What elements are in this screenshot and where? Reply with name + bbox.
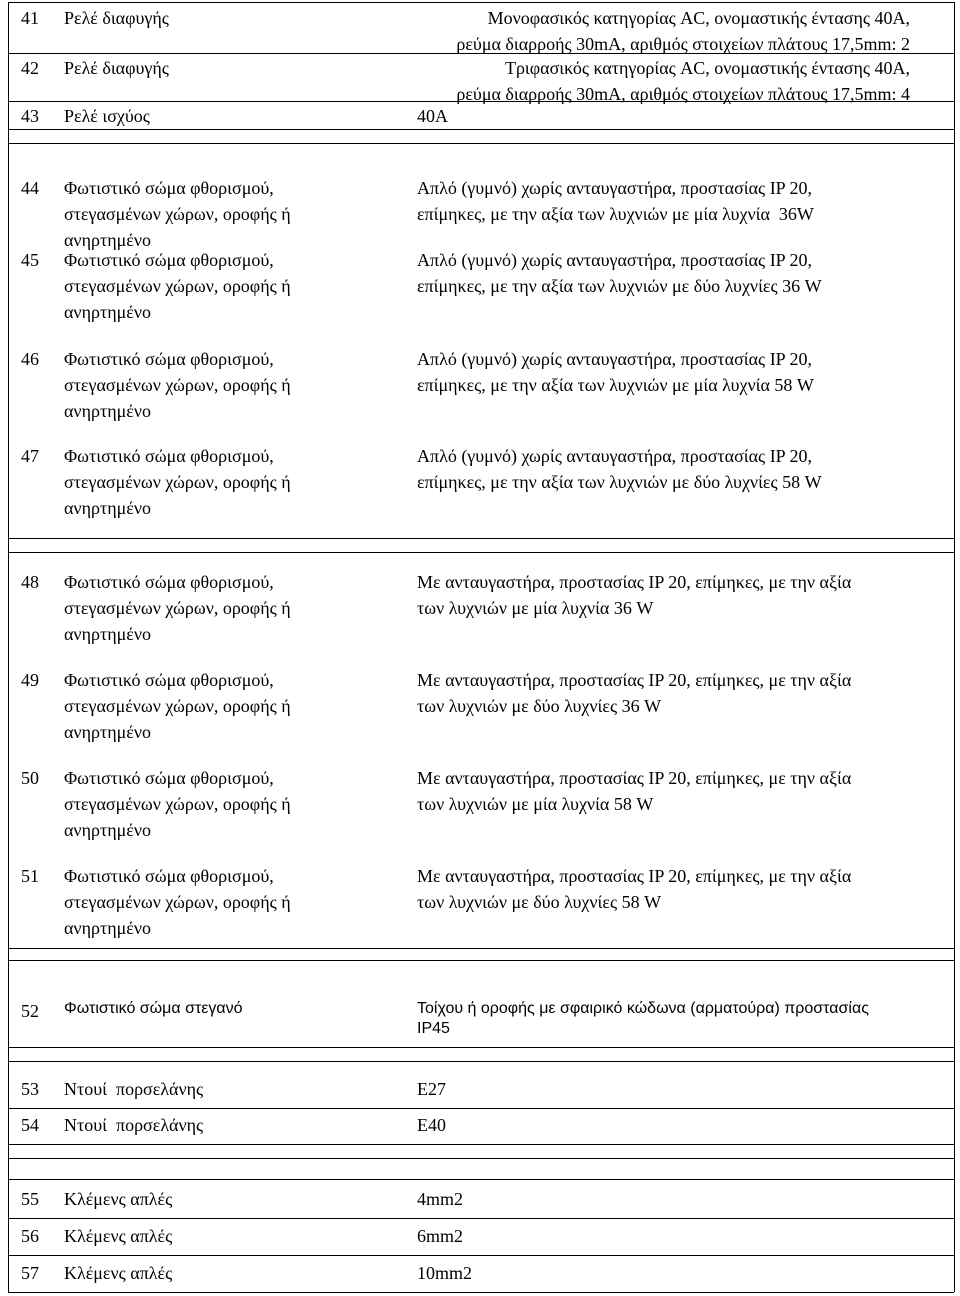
row-number: 43 xyxy=(21,106,39,126)
item-description: Με ανταυγαστήρα, προστασίας IP 20, επίμηκες, με την αξία των λυχνιών με δύο λυχνίες 58 W xyxy=(417,866,852,912)
table-border-bottom xyxy=(8,1292,954,1293)
item-name: Φωτιστικό σώμα φθορισμού, στεγασμένων χώρων, οροφής ή ανηρτημένο xyxy=(64,178,291,250)
row-divider xyxy=(8,948,954,949)
row-divider xyxy=(8,538,954,539)
item-description: Με ανταυγαστήρα, προστασίας IP 20, επίμηκες, με την αξία των λυχνιών με δύο λυχνίες 36 W xyxy=(417,670,852,716)
item-name: Κλέμενς απλές xyxy=(64,1226,173,1246)
item-description: Απλό (γυμνό) χωρίς ανταυγαστήρα, προστασίας IP 20, επίμηκες, με την αξία των λυχνιών με μία λυχνία 36W xyxy=(417,178,814,224)
item-description: Με ανταυγαστήρα, προστασίας IP 20, επίμηκες, με την αξία των λυχνιών με μία λυχνία 58 W xyxy=(417,768,852,814)
row-number: 42 xyxy=(21,58,39,78)
item-description: Ε40 xyxy=(417,1115,446,1135)
row-number: 49 xyxy=(21,670,39,690)
item-name: Φωτιστικό σώμα στεγανό xyxy=(64,1000,243,1017)
item-description: 40Α xyxy=(417,106,448,126)
table-border-right xyxy=(954,2,955,1292)
item-name: Φωτιστικό σώμα φθορισμού, στεγασμένων χώρων, οροφής ή ανηρτημένο xyxy=(64,250,291,322)
item-name: Φωτιστικό σώμα φθορισμού, στεγασμένων χώρων, οροφής ή ανηρτημένο xyxy=(64,866,291,938)
item-name: Ντουί πορσελάνης xyxy=(64,1079,204,1099)
item-description: 6mm2 xyxy=(417,1226,464,1246)
item-description: Απλό (γυμνό) χωρίς ανταυγαστήρα, προστασίας IP 20, επίμηκες, με την αξία των λυχνιών με δύο λυχνίες 58 W xyxy=(417,446,822,492)
item-name: Ντουί πορσελάνης xyxy=(64,1115,204,1135)
row-divider xyxy=(8,143,954,144)
item-description: 4mm2 xyxy=(417,1189,464,1209)
row-number: 47 xyxy=(21,446,39,466)
item-name: Φωτιστικό σώμα φθορισμού, στεγασμένων χώρων, οροφής ή ανηρτημένο xyxy=(64,446,291,518)
item-name: Φωτιστικό σώμα φθορισμού, στεγασμένων χώρων, οροφής ή ανηρτημένο xyxy=(64,349,291,421)
item-name: Φωτιστικό σώμα φθορισμού, στεγασμένων χώρων, οροφής ή ανηρτημένο xyxy=(64,670,291,742)
row-number: 51 xyxy=(21,866,39,886)
item-name: Κλέμενς απλές xyxy=(64,1189,173,1209)
row-divider xyxy=(8,1061,954,1062)
item-description: 10mm2 xyxy=(417,1263,473,1283)
row-number: 44 xyxy=(21,178,39,198)
row-divider xyxy=(8,1179,954,1180)
item-name: Φωτιστικό σώμα φθορισμού, στεγασμένων χώρων, οροφής ή ανηρτημένο xyxy=(64,572,291,644)
item-description: Μονοφασικός κατηγορίας AC, ονομαστικής έντασης 40Α, ρεύμα διαρροής 30mA, αριθμός στοιχείων πλάτους 17,5mm: 2 xyxy=(456,8,910,54)
row-number: 45 xyxy=(21,250,39,270)
row-divider xyxy=(8,1144,954,1145)
item-name: Φωτιστικό σώμα φθορισμού, στεγασμένων χώρων, οροφής ή ανηρτημένο xyxy=(64,768,291,840)
row-divider xyxy=(8,552,954,553)
row-number: 52 xyxy=(21,1001,39,1021)
item-name: Ρελέ διαφυγής xyxy=(64,8,169,28)
row-number: 56 xyxy=(21,1226,39,1246)
item-description: Απλό (γυμνό) χωρίς ανταυγαστήρα, προστασίας IP 20, επίμηκες, με την αξία των λυχνιών με δύο λυχνίες 36 W xyxy=(417,250,822,296)
item-name: Ρελέ διαφυγής xyxy=(64,58,169,78)
item-description: Απλό (γυμνό) χωρίς ανταυγαστήρα, προστασίας IP 20, επίμηκες, με την αξία των λυχνιών με μία λυχνία 58 W xyxy=(417,349,814,395)
row-number: 53 xyxy=(21,1079,39,1099)
row-divider xyxy=(8,960,954,961)
row-number: 54 xyxy=(21,1115,39,1135)
item-description: Τοίχου ή οροφής με σφαιρικό κώδωνα (αρματούρα) προστασίας IP45 xyxy=(417,1000,869,1037)
row-divider xyxy=(8,1108,954,1109)
row-divider xyxy=(8,1047,954,1048)
row-number: 50 xyxy=(21,768,39,788)
row-divider xyxy=(8,1218,954,1219)
item-description: Τριφασικός κατηγορίας AC, ονομαστικής έντασης 40Α, ρεύμα διαρροής 30mA, αριθμός στοιχείων πλάτους 17,5mm: 4 xyxy=(456,58,910,104)
table-border-left xyxy=(8,2,9,1292)
row-number: 57 xyxy=(21,1263,39,1283)
row-number: 41 xyxy=(21,8,39,28)
item-description: Με ανταυγαστήρα, προστασίας IP 20, επίμηκες, με την αξία των λυχνιών με μία λυχνία 36 W xyxy=(417,572,852,618)
item-name: Κλέμενς απλές xyxy=(64,1263,173,1283)
table-border-top xyxy=(8,2,954,3)
row-divider xyxy=(8,129,954,130)
item-description: Ε27 xyxy=(417,1079,446,1099)
row-number: 55 xyxy=(21,1189,39,1209)
row-number: 46 xyxy=(21,349,39,369)
row-divider xyxy=(8,1255,954,1256)
row-divider xyxy=(8,1158,954,1159)
item-name: Ρελέ ισχύος xyxy=(64,106,150,126)
row-number: 48 xyxy=(21,572,39,592)
